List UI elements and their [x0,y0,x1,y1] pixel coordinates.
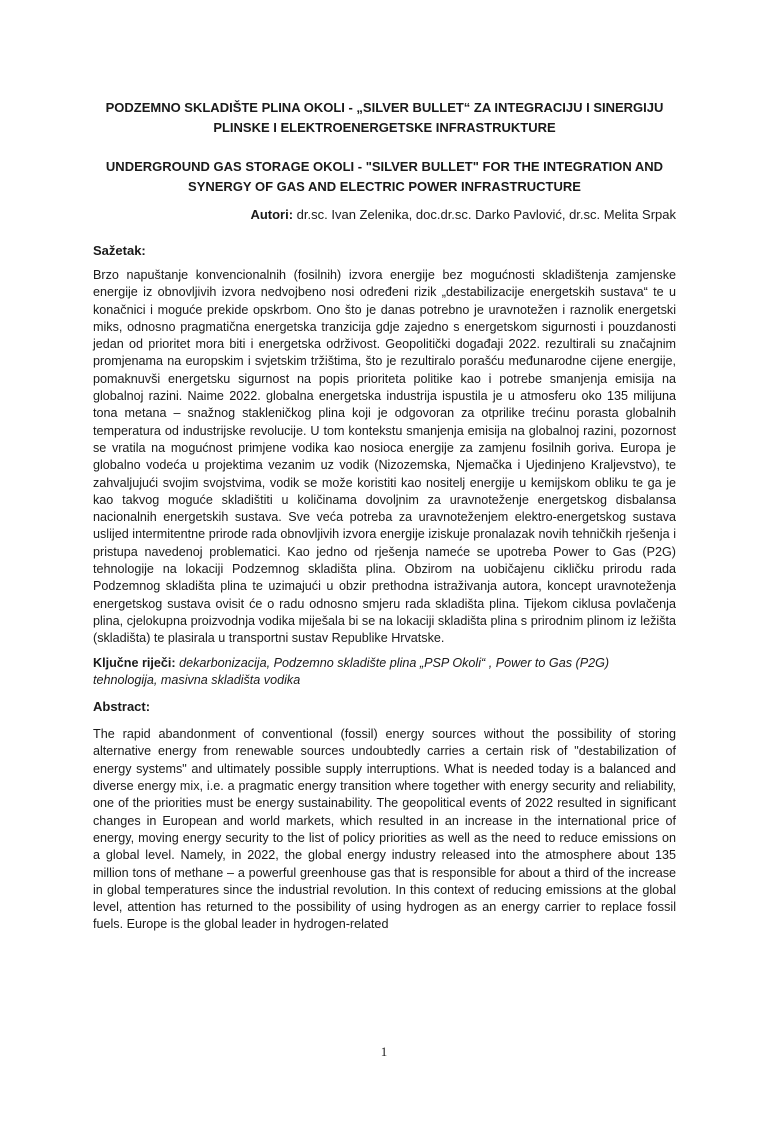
summary-paragraph: Brzo napuštanje konvencionalnih (fosilnih) izvora energije bez mogućnosti skladištenja zamjenske energije iz obnovljivih izvora nedvojbeno nosi određeni rizik „destabilizacije energetskih sustava“ te u konačnici i moguće prekide opskrbom. Ono što je danas potrebno je uravnotežen i raznolik energetski miks, odnosno pragmatična energetska tranzicija gdje zajedno s energetskom sigurnosti i pouzdanosti jedan od prioritet mora biti i energetska održivost. Geopolitički događaji 2022. rezultirali su značajnim promjenama na europskim i svjetskim tržištima, što je rezultiralo porašću međunarodne cijene energije, pomaknuvši energetsku sigurnost na popis prioriteta politike kao i potrebe smanjenja emisija na globalnoj razini. Naime 2022. globalna energetska industrija ispustila je u atmosferu oko 135 milijuna tona metana – snažnog stakleničkog plina koji je odgovoran za otprilike trećinu porasta globalnih temperatura od industrijske revolucije. U tom kontekstu smanjenja emisija na globalnoj razini, pozornost se vratila na mogućnost primjene vodika kao nosioca energije za zamjenu fosilnih goriva. Europa je globalno vodeća u projektima vezanim uz vodik (Nizozemska, Njemačka i Ujedinjeno Kraljevstvo), te zahvaljujući svojim svojstvima, vodik se može koristiti kao nositelj energije u kemijskom obliku te ga je kao takvog moguće skladištiti u količinama dovoljnim za uravnoteženje energetskog disbalansa nacionalnih energetskih sustava. Sve veća potreba za uravnoteženjem elektro-energetskog sustava uslijed intermitentne prirode rada obnovljivih izvora energije iziskuje pronalazak novih tehničkih rješenja i pristupa navedenoj problematici. Kao jedno od rješenja nameće se upotreba Power to Gas (P2G) tehnologije na lokaciji Podzemnog skladišta plina. Obzirom na uobičajenu cikličku prirodu rada Podzemnog skladišta plina te uzimajući u obzir prethodna istraživanja autora, koncept uravnoteženja energetskog sustava ovisit će o radu odnosno smjeru rada skladišta plina. Tijekom ciklusa povlačenja plina, cjelokupna proizvodnja vodika miješala bi se na lokaciji skladišta plina s prirodnim plinom iz ležišta (skladišta) te plasirala u transportni sustav Republike Hrvatske. [93,268,676,646]
authors-label: Autori: [250,207,294,222]
title-english: UNDERGROUND GAS STORAGE OKOLI - "SILVER BULLET" FOR THE INTEGRATION AND SYNERGY OF GAS AND ELECTRIC POWER INFRASTRUCTURE [105,159,664,194]
keywords-label: Ključne riječi: [93,655,176,670]
summary-heading: Sažetak: [93,243,146,258]
authors-line [93,206,676,224]
keywords-text: dekarbonizacija, Podzemno skladište plina „PSP Okoli“ , Power to Gas (P2G) tehnologija, masivna skladišta vodika [93,655,610,687]
abstract-heading: Abstract: [93,699,151,715]
page-number: 1 [380,1044,388,1059]
document-page [0,98,768,1122]
keywords-line [93,655,676,690]
abstract-paragraph: The rapid abandonment of conventional (fossil) energy sources without the possibility of storing alternative energy from renewable sources undoubtedly carries a certain risk of "destabilization of energy systems" and ultimately possible supply interruptions. What is needed today is a balanced and diverse energy mix, i.e. a pragmatic energy transition where together with energy security and reliability, one of the priorities must be energy sustainability. The geopolitical events of 2022 resulted in significant changes in European and world markets, which resulted in an increase in the international price of energy, moving energy security to the list of policy priorities as well as the need to reduce emissions on a global level. Namely, in 2022, the global energy industry released into the atmosphere about 135 million tons of methane – a powerful greenhouse gas that is responsible for about a third of the increase in global temperatures since the industrial revolution. In this context of reducing emissions at the global level, attention has returned to the possibility of using hydrogen as an energy carrier to replace fossil fuels. Europe is the global leader in hydrogen-related [93,727,676,932]
authors-names: dr.sc. Ivan Zelenika, doc.dr.sc. Darko Pavlović, dr.sc. Melita Srpak [296,207,676,222]
title-croatian: PODZEMNO SKLADIŠTE PLINA OKOLI - „SILVER BULLET“ ZA INTEGRACIJU I SINERGIJU PLINSKE I ELEKTROENERGETSKE INFRASTRUKTURE [105,100,664,135]
